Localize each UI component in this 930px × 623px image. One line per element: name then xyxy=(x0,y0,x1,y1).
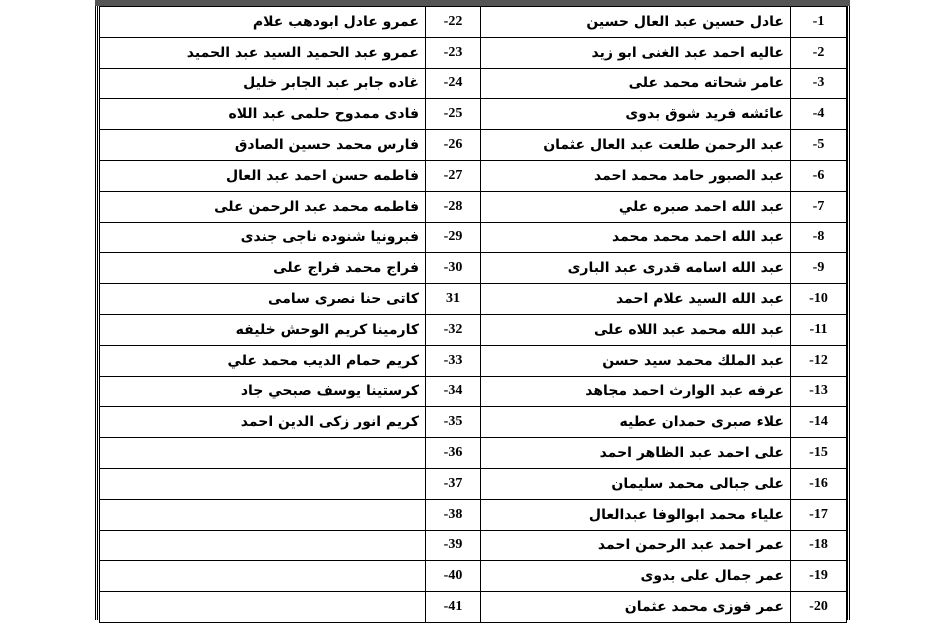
left-name-cell: كريم حمام الديب محمد علي xyxy=(100,345,426,376)
table-row xyxy=(100,130,847,161)
table-row xyxy=(100,499,847,530)
right-name-cell: علاء صبرى حمدان عطيه xyxy=(481,407,791,438)
left-number-cell: 39- xyxy=(426,530,481,561)
right-number-cell: 20- xyxy=(791,592,847,623)
left-number-cell: 25- xyxy=(426,99,481,130)
table-row xyxy=(100,284,847,315)
right-name-cell: عبد الله احمد صبره علي xyxy=(481,191,791,222)
right-name-cell: عادل حسين عبد العال حسين xyxy=(481,7,791,38)
left-name-cell: عمرو عادل ابودهب علام xyxy=(100,7,426,38)
table-row xyxy=(100,7,847,38)
right-number-cell: 3- xyxy=(791,68,847,99)
right-name-cell: عمر احمد عبد الرحمن احمد xyxy=(481,530,791,561)
left-name-cell: غاده جابر عبد الجابر خليل xyxy=(100,68,426,99)
left-name-cell xyxy=(100,561,426,592)
right-number-cell: 12- xyxy=(791,345,847,376)
right-number-cell: 6- xyxy=(791,160,847,191)
right-number-cell: 10- xyxy=(791,284,847,315)
left-number-cell: 24- xyxy=(426,68,481,99)
table-row xyxy=(100,376,847,407)
table-row xyxy=(100,530,847,561)
left-name-cell: فادى ممدوح حلمى عبد اللاه xyxy=(100,99,426,130)
left-number-cell: 37- xyxy=(426,468,481,499)
table-row xyxy=(100,68,847,99)
table-row xyxy=(100,253,847,284)
left-name-cell: كرستينا يوسف صبحي جاد xyxy=(100,376,426,407)
left-name-cell xyxy=(100,530,426,561)
left-number-cell: 38- xyxy=(426,499,481,530)
right-name-cell: عمر جمال على بدوى xyxy=(481,561,791,592)
table-row xyxy=(100,561,847,592)
left-name-cell: فارس محمد حسين الصادق xyxy=(100,130,426,161)
right-number-cell: 9- xyxy=(791,253,847,284)
table-row xyxy=(100,468,847,499)
right-number-cell: 1- xyxy=(791,7,847,38)
left-name-cell: فاطمه حسن احمد عبد العال xyxy=(100,160,426,191)
right-name-cell: عبد الله السيد علام احمد xyxy=(481,284,791,315)
right-number-cell: 19- xyxy=(791,561,847,592)
left-number-cell: 27- xyxy=(426,160,481,191)
table-row xyxy=(100,345,847,376)
left-number-cell: 32- xyxy=(426,314,481,345)
right-name-cell: علياء محمد ابوالوفا عبدالعال xyxy=(481,499,791,530)
right-number-cell: 15- xyxy=(791,438,847,469)
left-name-cell: فاطمه محمد عبد الرحمن على xyxy=(100,191,426,222)
right-name-cell: عائشه فريد شوق بدوى xyxy=(481,99,791,130)
right-name-cell: عبد الصبور حامد محمد احمد xyxy=(481,160,791,191)
left-number-cell: 31 xyxy=(426,284,481,315)
right-name-cell: عبد الله محمد عبد اللاه على xyxy=(481,314,791,345)
left-number-cell: 33- xyxy=(426,345,481,376)
table-row xyxy=(100,438,847,469)
right-number-cell: 2- xyxy=(791,37,847,68)
table-row xyxy=(100,592,847,623)
left-name-cell: كارمينا كريم الوحش خليفه xyxy=(100,314,426,345)
right-name-cell: عرفه عبد الوارث احمد مجاهد xyxy=(481,376,791,407)
right-name-cell: عبد الله احمد محمد محمد xyxy=(481,222,791,253)
right-number-cell: 7- xyxy=(791,191,847,222)
right-name-cell: عمر فوزى محمد عثمان xyxy=(481,592,791,623)
left-name-cell: كريم انور زكى الدين احمد xyxy=(100,407,426,438)
left-name-cell xyxy=(100,468,426,499)
right-name-cell: عاليه احمد عبد الغنى ابو زيد xyxy=(481,37,791,68)
left-name-cell xyxy=(100,592,426,623)
table-row xyxy=(100,37,847,68)
left-name-cell: عمرو عبد الحميد السيد عبد الحميد xyxy=(100,37,426,68)
right-number-cell: 13- xyxy=(791,376,847,407)
left-number-cell: 30- xyxy=(426,253,481,284)
left-number-cell: 41- xyxy=(426,592,481,623)
left-number-cell: 36- xyxy=(426,438,481,469)
left-name-cell: فراج محمد فراج على xyxy=(100,253,426,284)
left-number-cell: 34- xyxy=(426,376,481,407)
left-name-cell: كاتى حنا نصرى سامى xyxy=(100,284,426,315)
right-name-cell: على جبالى محمد سليمان xyxy=(481,468,791,499)
left-name-cell xyxy=(100,499,426,530)
right-number-cell: 16- xyxy=(791,468,847,499)
left-number-cell: 22- xyxy=(426,7,481,38)
right-name-cell: عبد الرحمن طلعت عبد العال عثمان xyxy=(481,130,791,161)
right-name-cell: عبد الله اسامه قدرى عبد البارى xyxy=(481,253,791,284)
right-number-cell: 11- xyxy=(791,314,847,345)
left-number-cell: 35- xyxy=(426,407,481,438)
right-name-cell: عبد الملك محمد سيد حسن xyxy=(481,345,791,376)
table-row xyxy=(100,314,847,345)
left-number-cell: 26- xyxy=(426,130,481,161)
right-number-cell: 14- xyxy=(791,407,847,438)
table-row xyxy=(100,222,847,253)
left-number-cell: 23- xyxy=(426,37,481,68)
left-number-cell: 40- xyxy=(426,561,481,592)
right-number-cell: 4- xyxy=(791,99,847,130)
table-row xyxy=(100,191,847,222)
right-number-cell: 17- xyxy=(791,499,847,530)
left-name-cell: فبرونيا شنوده ناجى جندى xyxy=(100,222,426,253)
right-number-cell: 18- xyxy=(791,530,847,561)
left-number-cell: 29- xyxy=(426,222,481,253)
right-number-cell: 5- xyxy=(791,130,847,161)
left-number-cell: 28- xyxy=(426,191,481,222)
right-number-cell: 8- xyxy=(791,222,847,253)
left-name-cell xyxy=(100,438,426,469)
table-row xyxy=(100,160,847,191)
table-row xyxy=(100,407,847,438)
right-name-cell: عامر شحاته محمد على xyxy=(481,68,791,99)
table-row xyxy=(100,99,847,130)
student-roster-table xyxy=(99,6,847,623)
right-name-cell: على احمد عبد الظاهر احمد xyxy=(481,438,791,469)
